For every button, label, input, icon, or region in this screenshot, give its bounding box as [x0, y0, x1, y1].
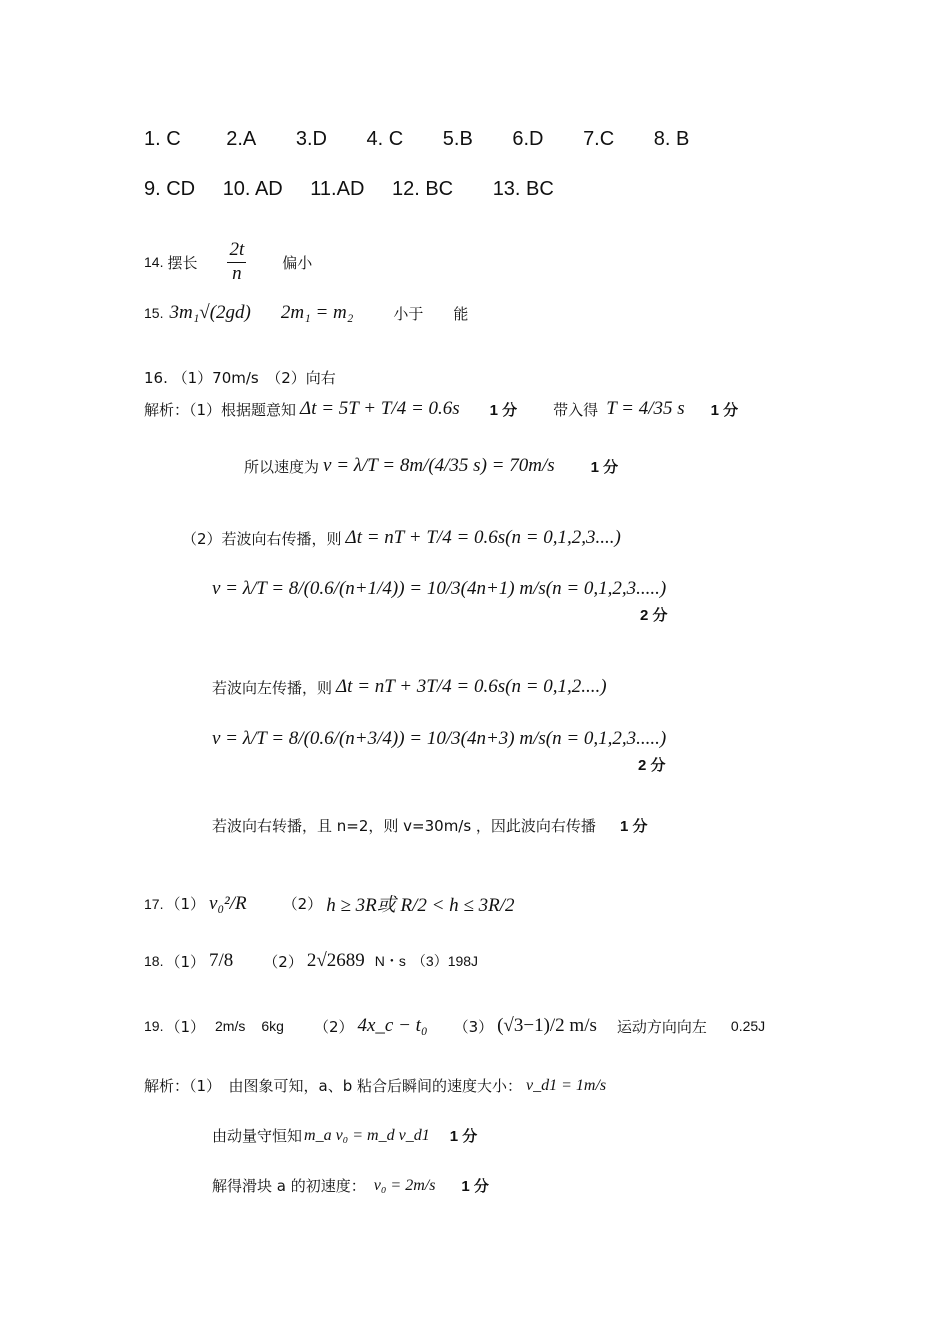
q17-answer2: h ≥ 3R或 R/2 < h ≤ 3R/2	[326, 895, 515, 916]
q19-analysis2-eq: m_a v₀ = m_d v_d1	[304, 1126, 430, 1144]
answers-row-2	[144, 178, 554, 201]
q19-analysis3: 解得滑块 a 的初速度：	[212, 1177, 366, 1195]
q18-unit2: N・s	[374, 953, 406, 969]
q14-result: 偏小	[282, 253, 313, 272]
answer: 2.A	[226, 128, 257, 150]
q18-answer2: 2√2689	[306, 950, 365, 971]
q16-score3: 1 分	[590, 458, 619, 476]
q19-part3: （3）	[453, 1017, 494, 1036]
q19-part2: （2）	[313, 1017, 354, 1036]
q17-part1: （1）	[165, 895, 206, 913]
q16-score1: 1 分	[489, 401, 518, 419]
q15-expr2: 2m₁ = m₂	[280, 302, 354, 323]
q14-label: 摆长	[167, 253, 198, 272]
q19-analysis2: 由动量守恒知	[212, 1127, 303, 1145]
q16-conclusion-line	[212, 815, 647, 836]
q16-score2: 1 分	[710, 401, 739, 419]
q16-analysis-label: 解析：（1）根据题意知	[144, 400, 297, 419]
q17-part2: （2）	[282, 895, 323, 913]
q15-line	[144, 302, 468, 324]
answer: 10. AD	[222, 178, 283, 200]
q16-eq7: v = λ/T = 8/(0.6/(n+3/4)) = 10/3(4n+3) m/s(n = 0,1,2,3.....)	[212, 728, 667, 749]
q16-sub-label: 带入得	[553, 400, 599, 419]
q16-eq7-line	[212, 728, 666, 750]
q19-analysis2-score: 1 分	[449, 1128, 478, 1145]
q16-eq6: Δt = nT + 3T/4 = 0.6s(n = 0,1,2....)	[336, 676, 607, 697]
q19-direction: 运动方向向左	[616, 1017, 707, 1036]
answer: 1. C	[144, 128, 181, 150]
answer: 3.D	[295, 128, 327, 150]
q19-analysis1: 解析：（1） 由图象可知，a、b 粘合后瞬间的速度大小：	[144, 1077, 523, 1095]
q19-analysis-line2	[212, 1125, 477, 1146]
q16-eq3: v = λ/T = 8m/(4/35 s) = 70m/s	[323, 455, 555, 476]
q16-eq2: T = 4/35 s	[606, 398, 685, 419]
q19-answer1a: 2m/s	[215, 1018, 246, 1034]
q15-number: 15.	[144, 305, 164, 321]
q16-right-line	[182, 527, 621, 549]
q15-text1: 小于	[393, 304, 424, 323]
q15-expr1: 3m₁√(2gd)	[169, 302, 251, 323]
q16-eq5-line	[212, 578, 666, 600]
q14-line	[144, 240, 312, 285]
q16-speed-line	[244, 455, 618, 477]
q16-speed-label: 所以速度为	[244, 457, 320, 476]
q18-part1: （1）	[165, 952, 206, 971]
q19-analysis3-eq: v₀ = 2m/s	[373, 1176, 436, 1194]
q18-part3: （3）198J	[411, 953, 479, 969]
answer: 11.AD	[310, 178, 365, 200]
q16-eq4: Δt = nT + T/4 = 0.6s(n = 0,1,2,3....)	[345, 527, 621, 548]
q18-part2: （2）	[263, 952, 303, 971]
answers-row-1	[144, 128, 689, 151]
q19-part1: （1）	[165, 1017, 206, 1036]
q16-analysis-line1	[144, 398, 738, 420]
q16-score6: 1 分	[619, 818, 648, 835]
q19-answer3: (√3−1)/2 m/s	[497, 1015, 597, 1036]
answer: 12. BC	[391, 178, 454, 200]
q19-analysis-line1	[144, 1075, 606, 1096]
q17-answer1: v₀²/R	[209, 892, 247, 914]
q16-eq5: v = λ/T = 8/(0.6/(n+1/4)) = 10/3(4n+1) m/s(n = 0,1,2,3.....)	[212, 578, 667, 599]
q16-score4: 2 分	[640, 607, 668, 624]
q17-line	[144, 890, 515, 917]
q18-line	[144, 950, 478, 972]
q18-answer1: 7/8	[209, 950, 234, 971]
answer: 4. C	[366, 128, 404, 150]
answer: 7.C	[583, 128, 615, 150]
q19-analysis1-eq: v_d1 = 1m/s	[526, 1076, 607, 1094]
q18-number: 18.	[144, 953, 164, 969]
q14-frac-num: 2t	[227, 240, 246, 263]
answer: 9. CD	[144, 178, 196, 200]
q19-number: 19.	[144, 1018, 164, 1034]
q16-conclusion: 若波向右转播，且 n=2，则 v=30m/s ，因此波向右传播	[212, 817, 596, 835]
q15-text2: 能	[453, 304, 469, 323]
q16-left-line	[212, 676, 607, 698]
q17-number: 17.	[144, 895, 164, 912]
q19-line	[144, 1015, 765, 1037]
q16-score5: 2 分	[638, 757, 666, 774]
q19-answer1b: 6kg	[261, 1018, 284, 1034]
answer: 6.D	[512, 128, 544, 150]
q16-left-label: 若波向左传播，则	[212, 678, 333, 697]
q14-number: 14.	[144, 254, 164, 271]
answer: 8. B	[653, 128, 690, 150]
q19-energy: 0.25J	[730, 1018, 766, 1034]
answer: 5.B	[442, 128, 473, 150]
q16-eq1: Δt = 5T + T/4 = 0.6s	[300, 398, 460, 419]
q14-frac-den: n	[232, 262, 242, 284]
q14-fraction	[227, 240, 246, 285]
q19-analysis-line3	[212, 1175, 489, 1196]
q16-right-label: （2）若波向右传播，则	[182, 529, 342, 548]
answer: 13. BC	[492, 178, 554, 200]
q19-analysis3-score: 1 分	[461, 1178, 489, 1195]
q19-answer2: 4x_c − t₀	[357, 1015, 428, 1036]
q16-header: 16. （1）70m/s （2）向右	[144, 369, 336, 387]
